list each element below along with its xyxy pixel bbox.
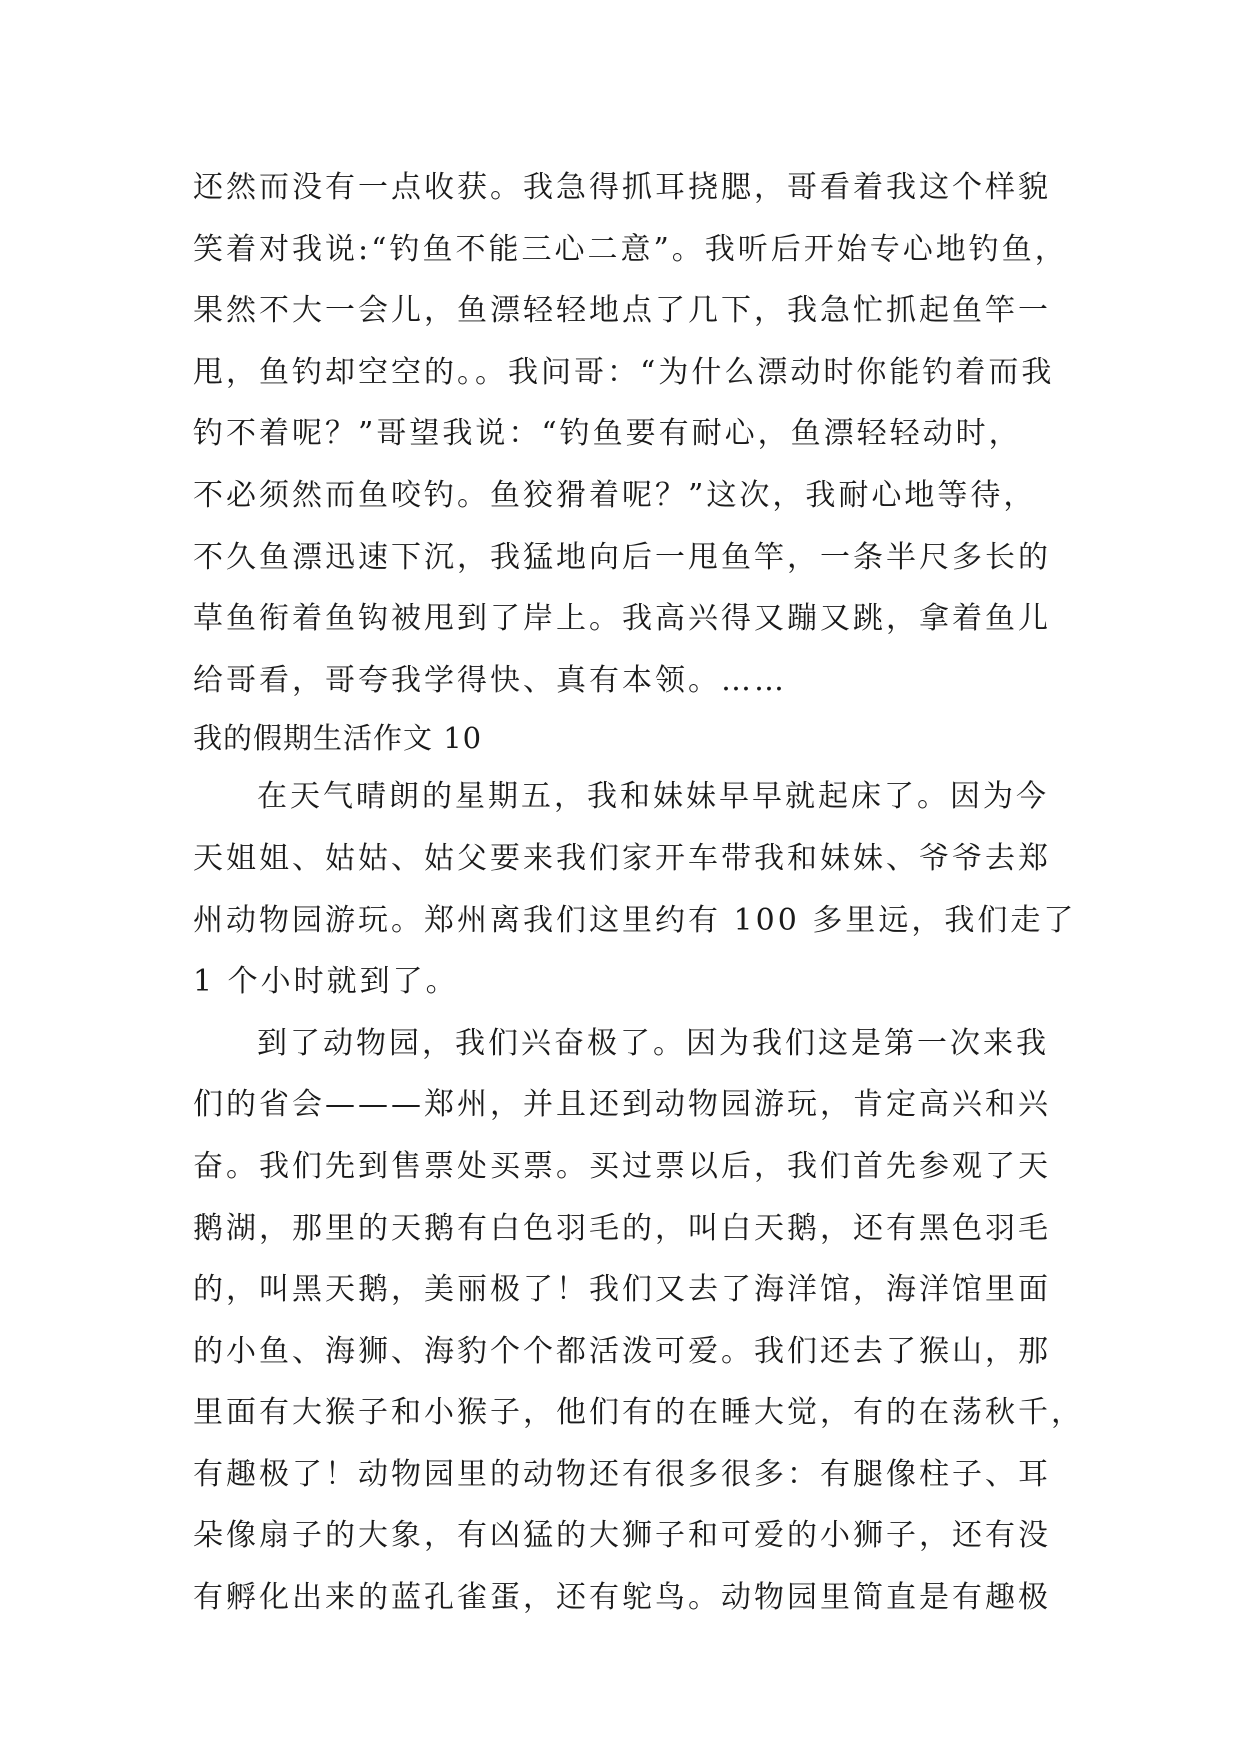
text-line: 草鱼衔着鱼钩被甩到了岸上。我高兴得又蹦又跳，拿着鱼儿 — [193, 601, 1051, 637]
text-line: 奋。我们先到售票处买票。买过票以后，我们首先参观了天 — [193, 1148, 1051, 1184]
text-line: 不久鱼漂迅速下沉，我猛地向后一甩鱼竿，一条半尺多长的 — [193, 539, 1051, 575]
text-line: 甩，鱼钓却空空的。。我问哥：“为什么漂动时你能钓着而我 — [193, 354, 1055, 390]
text-line: 有孵化出来的蓝孔雀蛋，还有鸵鸟。动物园里简直是有趣极 — [193, 1580, 1051, 1616]
section-title: 我的假期生活作文 10 — [193, 721, 483, 756]
paragraph-arrival — [193, 766, 1077, 1012]
text-line: 州动物园游玩。郑州离我们这里约有 100 多里远，我们走了 — [193, 902, 1077, 938]
text-line: 天姐姐、姑姑、姑父要来我们家开车带我和妹妹、爷爷去郑 — [193, 840, 1051, 876]
text-line: 在天气晴朗的星期五，我和妹妹早早就起床了。因为今 — [257, 779, 1049, 815]
text-line: 笑着对我说:“钓鱼不能三心二意”。我听后开始专心地钓鱼， — [193, 231, 1068, 267]
text-line: 鹅湖，那里的天鹅有白色羽毛的，叫白天鹅，还有黑色羽毛 — [193, 1210, 1051, 1246]
text-line: 们的省会———郑州，并且还到动物园游玩，肯定高兴和兴 — [193, 1087, 1051, 1123]
text-line: 的，叫黑天鹅，美丽极了！我们又去了海洋馆，海洋馆里面 — [193, 1272, 1051, 1308]
text-line: 1 个小时就到了。 — [193, 964, 459, 1000]
text-line: 钓不着呢？”哥望我说：“钓鱼要有耐心，鱼漂轻轻动时， — [193, 416, 1022, 452]
text-line: 给哥看，哥夸我学得快、真有本领。…… — [193, 662, 787, 698]
text-line: 还然而没有一点收获。我急得抓耳挠腮，哥看着我这个样貌 — [193, 170, 1051, 205]
text-line: 的小鱼、海狮、海豹个个都活泼可爱。我们还去了猴山，那 — [193, 1333, 1051, 1369]
paragraph-zoo — [193, 1013, 1084, 1629]
text-line: 有趣极了！动物园里的动物还有很多很多：有腿像柱子、耳 — [193, 1456, 1051, 1492]
text-line: 到了动物园，我们兴奋极了。因为我们这是第一次来我 — [257, 1025, 1049, 1061]
text-line: 朵像扇子的大象，有凶猛的大狮子和可爱的小狮子，还有没 — [193, 1518, 1051, 1554]
continuation-paragraph — [193, 157, 1068, 711]
text-line: 果然不大一会儿，鱼漂轻轻地点了几下，我急忙抓起鱼竿一 — [193, 293, 1051, 329]
text-line: 里面有大猴子和小猴子，他们有的在睡大觉，有的在荡秋千， — [193, 1395, 1084, 1431]
document-body — [193, 157, 1084, 1629]
text-line: 不必须然而鱼咬钓。鱼狡猾着呢？”这次，我耐心地等待， — [193, 477, 1037, 513]
